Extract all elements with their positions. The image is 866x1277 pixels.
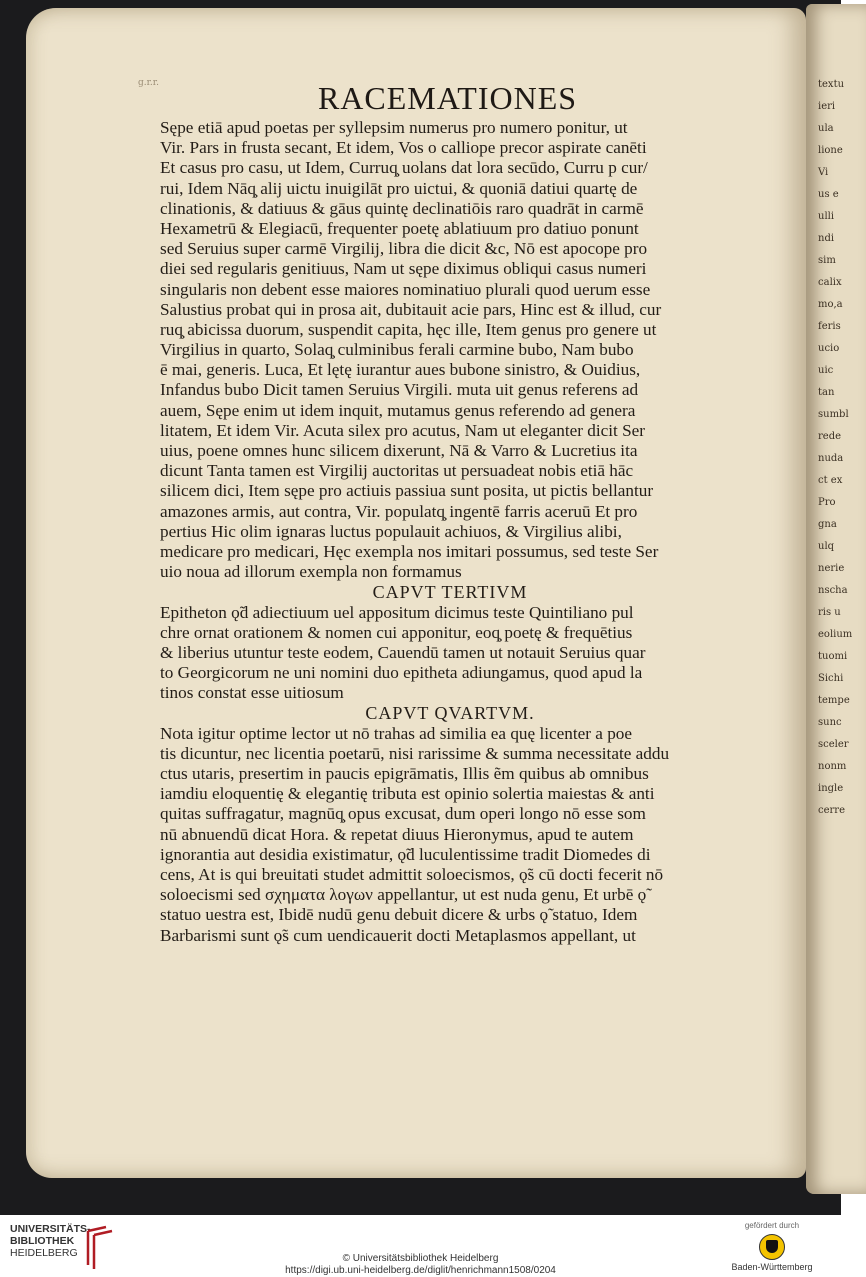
facing-page-fragment: sim — [818, 255, 836, 266]
facing-page-fragment: ingle — [818, 783, 844, 794]
facing-page-fragment: cerre — [818, 805, 845, 816]
facing-page-text-fragments — [818, 74, 858, 822]
facing-page-fragment: rede — [818, 431, 842, 442]
footer-bar — [0, 1215, 841, 1277]
sponsor-name: Baden-Württemberg — [731, 1262, 813, 1272]
facing-page-fragment: nonm — [818, 761, 847, 772]
facing-page-fragment: calix — [818, 277, 842, 288]
text-line: ē mai, generis. Luca, Et lętę iurantur aues bubone sinistro, & Ouidius, — [160, 360, 641, 380]
facing-page-fragment: ula — [818, 123, 834, 134]
text-line: Barbarismi sunt ǫ̃s cum uendicauerit docti Metaplasmos appellant, ut — [160, 925, 636, 945]
text-line: Epitheton ǫ̃d adiectiuum uel appositum dicimus teste Quintiliano pul — [160, 602, 634, 622]
facing-page-fragment: sumbl — [818, 409, 849, 420]
text-line: Vir. Pars in frusta secant, Et idem, Vos o calliope precor aspirate canēti — [160, 138, 647, 158]
facing-page-fragment: ieri — [818, 101, 836, 112]
facing-page-fragment: ucio — [818, 343, 840, 354]
facing-page-fragment: tan — [818, 387, 835, 398]
sponsor-label: gefördert durch — [744, 1221, 800, 1230]
text-line: quitas suffragatur, magnūq̧ opus excusat, dum operi longo nō esse som — [160, 804, 646, 824]
facing-page-fragment: Pro — [818, 497, 836, 508]
facing-page-fragment: sceler — [818, 739, 849, 750]
facing-page-fragment: Sichi — [818, 673, 844, 684]
facing-page-fragment: us e — [818, 189, 839, 200]
text-line: uio noua ad illorum exempla non formamus — [160, 562, 462, 582]
facing-page-fragment: ris u — [818, 607, 841, 618]
facing-page-fragment: Vi — [818, 167, 829, 178]
facing-page-fragment: nuda — [818, 453, 844, 464]
text-line: Nota igitur optime lector ut nō trahas ad similia ea quę licenter a poe — [160, 723, 633, 743]
facing-page-fragment: ulli — [818, 211, 835, 222]
text-line: tinos constat esse uitiosum — [160, 683, 344, 703]
text-line: Sępe etiā apud poetas per syllepsim numerus pro numero ponitur, ut — [160, 118, 628, 137]
text-line: Hexametrū & Elegiacū, frequenter poetę ablatiuum pro datiuo ponunt — [160, 218, 639, 238]
facing-page-fragment: sunc — [818, 717, 842, 728]
copyright-notice: © Universitätsbibliothek Heidelberg — [342, 1253, 499, 1264]
chapter-heading: CAPVT TERTIVM — [372, 582, 528, 603]
text-line: nū abnuendū dicat Hora. & repetat diuus Hieronymus, apud te autem — [160, 824, 634, 844]
state-crest-icon — [759, 1234, 785, 1260]
facing-page-fragment: nscha — [818, 585, 848, 596]
text-line: medicare pro medicari, Hęc exempla nos imitari possumus, sed teste Ser — [160, 541, 659, 561]
text-line: silicem dici, Item sępe pro actiuis passiua sunt posita, ut pictis bellantur — [160, 481, 654, 501]
text-line: Virgilius in quarto, Solaq̧ culminibus ferali carmine bubo, Nam bubo — [160, 340, 634, 360]
library-logo-line2: BIBLIOTHEK — [10, 1235, 75, 1247]
text-line: ctus utaris, presertim in paucis epigrāmatis, Illis ẽm quibus ab omnibus — [160, 764, 649, 783]
facing-page-fragment: tempe — [818, 695, 850, 706]
facing-page-fragment: ndi — [818, 233, 835, 244]
facing-page-fragment: lione — [818, 145, 843, 156]
text-line: chre ornat orationem & nomen cui apponitur, eoq̧ poetę & frequētius — [160, 622, 633, 642]
text-line: clinationis, & datiuus & gāus quintę declinatiōis raro quadrāt in carmē — [160, 198, 644, 218]
facing-page-fragment: uic — [818, 365, 834, 376]
running-head-text: RACEMATIONES — [317, 80, 578, 116]
chapter-heading: CAPVT QVARTVM. — [365, 703, 535, 724]
permalink-url[interactable]: https://digi.ub.uni-heidelberg.de/diglit/henrichmann1508/0204 — [285, 1265, 556, 1276]
text-line: singularis non debent esse maiores nominatiuo plurali quod uerum esse — [160, 279, 651, 299]
text-line: uius, poene omnes hunc silicem dixerunt, Nā & Varro & Lucretius ita — [160, 441, 638, 460]
text-line: cens, At is qui breuitati studet admittit soloecismos, ǫ̃s cū docti fecerit nō — [160, 864, 664, 884]
text-line: soloecismi sed σχηματα λογων appellantur, ut est nuda genu, Et urbē ǫ̃ — [160, 885, 647, 905]
body-text — [160, 118, 740, 946]
text-line: auem, Sępe enim ut idem inquit, mutamus genus referendo ad genera — [160, 400, 636, 420]
sponsor-block[interactable] — [717, 1221, 827, 1272]
facing-page-edge — [806, 4, 866, 1194]
text-line: diei sed regularis genitiuus, Nam ut sępe diximus obliqui casus numeri — [160, 259, 647, 279]
text-line: dicunt Tanta tamen est Virgilij auctoritas ut persuadeat nobis etiā hāc — [160, 461, 634, 481]
facing-page-fragment: gna — [818, 519, 837, 530]
facing-page-fragment: ulq — [818, 541, 835, 552]
text-line: to Georgicorum ne uni nomini duo epitheta adiungamus, quod apud la — [160, 663, 643, 683]
library-logo-line1: UNIVERSITÄTS- — [10, 1223, 91, 1235]
facing-page-fragment: eolium — [818, 629, 853, 640]
text-line: Salustius probat qui in prosa ait, dubitauit acie pars, Hinc est & illud, cur — [160, 299, 662, 319]
text-line: sed Seruius super carmē Virgilij, libra die dicit &c, Nō est apocope pro — [160, 239, 648, 259]
text-line: iamdiu eloquentię & elegantię tributa est opinio solertia maiestas & anti — [160, 784, 655, 804]
text-line: ignorantia aut desidia existimatur, ǫ̃d luculentissime tradit Diomedes di — [160, 844, 651, 864]
text-line: pertius Hic olim ignaras luctus populauit achiuos, & Virgilius alibi, — [160, 521, 622, 541]
text-line: statuo uestra est, Ibidē nudū genu debuit dicere & urbs ǫ̃ statuo, Idem — [160, 905, 638, 925]
facing-page-fragment: feris — [818, 321, 841, 332]
margin-mark: g.r.r. — [138, 78, 159, 88]
facing-page-fragment: tuomi — [818, 651, 848, 662]
text-line: & liberius utuntur teste eodem, Cauendū tamen ut notauit Seruius quar — [160, 642, 646, 662]
library-logo-line3: HEIDELBERG — [10, 1247, 78, 1259]
text-line: litatem, Et idem Vir. Acuta silex pro acutus, Nam ut eleganter dicit Ser — [160, 420, 646, 440]
text-line: Infandus bubo Dicit tamen Seruius Virgili. muta uit genus referens ad — [160, 380, 639, 400]
text-line: amazones armis, aut contra, Vir. populatq̧ ingentē farris aceruū Et pro — [160, 501, 638, 521]
facing-page-fragment: ct ex — [818, 475, 843, 486]
running-head — [0, 80, 841, 117]
facing-page-fragment: textu — [818, 79, 845, 90]
facing-page-fragment: mo,a — [818, 299, 843, 310]
text-line: rui, Idem Nāq̧ alij uictu inuigilāt pro uictui, & quoniā datiui quartę de — [160, 178, 638, 198]
text-line: ruq̧ abicissa duorum, suspendit capita, hęc ille, Item genus pro genere ut — [160, 319, 657, 339]
text-line: Et casus pro casu, ut Idem, Curruq̧ uolans dat lora secūdo, Curru p cur/ — [160, 158, 648, 178]
text-line: tis dicuntur, nec licentia poetarū, nisi rarissime & summa necessitate addu — [160, 743, 670, 763]
facing-page-fragment: nerie — [818, 563, 845, 574]
